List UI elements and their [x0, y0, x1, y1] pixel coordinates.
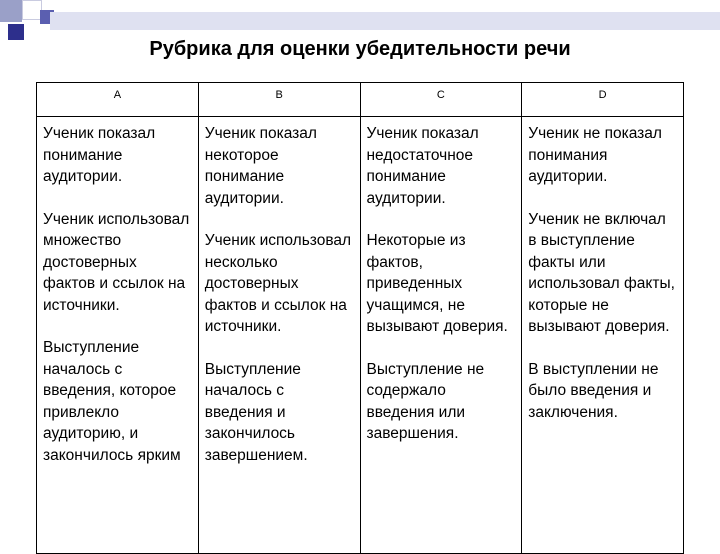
criterion-facts: Ученик не включал в выступление факты или использовал факты, которые не вызывают доверия.: [528, 210, 675, 335]
criterion-audience: Ученик показал понимание аудитории.: [43, 125, 156, 185]
decor-square-large: [0, 0, 22, 22]
page-title: Рубрика для оценки убедительности речи: [149, 38, 571, 60]
column-header-d: D: [522, 83, 684, 117]
column-a-cell: [37, 117, 199, 554]
criterion-structure: Выступление началось с введения, которое привлекло аудиторию, и закончилось ярким: [43, 339, 181, 464]
column-header-a: A: [37, 83, 199, 117]
criteria-row: [37, 117, 684, 554]
column-c-cell: [360, 117, 522, 554]
rubric-table: [36, 82, 684, 554]
header-row: [37, 83, 684, 117]
column-header-b: B: [198, 83, 360, 117]
column-d-cell: [522, 117, 684, 554]
decor-top-bar: [50, 12, 720, 30]
column-header-c: C: [360, 83, 522, 117]
criterion-facts: Некоторые из фактов, приведенных учащимся, не вызывают доверия.: [366, 232, 508, 335]
criterion-facts: Ученик использовал множество достоверных фактов и ссылок на источники.: [43, 210, 190, 314]
criterion-structure: Выступление не содержало введения или завершения.: [366, 360, 485, 442]
criterion-audience: Ученик показал некоторое понимание аудитории.: [204, 125, 317, 207]
criterion-audience: Ученик показал недостаточное понимание аудитории.: [366, 125, 479, 207]
criterion-structure: Выступление началось с введения и закончилось завершением.: [204, 360, 308, 464]
column-b-cell: [198, 117, 360, 554]
criterion-audience: Ученик не показал понимания аудитории.: [528, 125, 662, 185]
criterion-structure: В выступлении не было введения и заключения.: [528, 360, 659, 421]
decor-square-outline: [22, 0, 42, 20]
criterion-facts: Ученик использовал несколько достоверных фактов и ссылок на источники.: [204, 232, 352, 335]
